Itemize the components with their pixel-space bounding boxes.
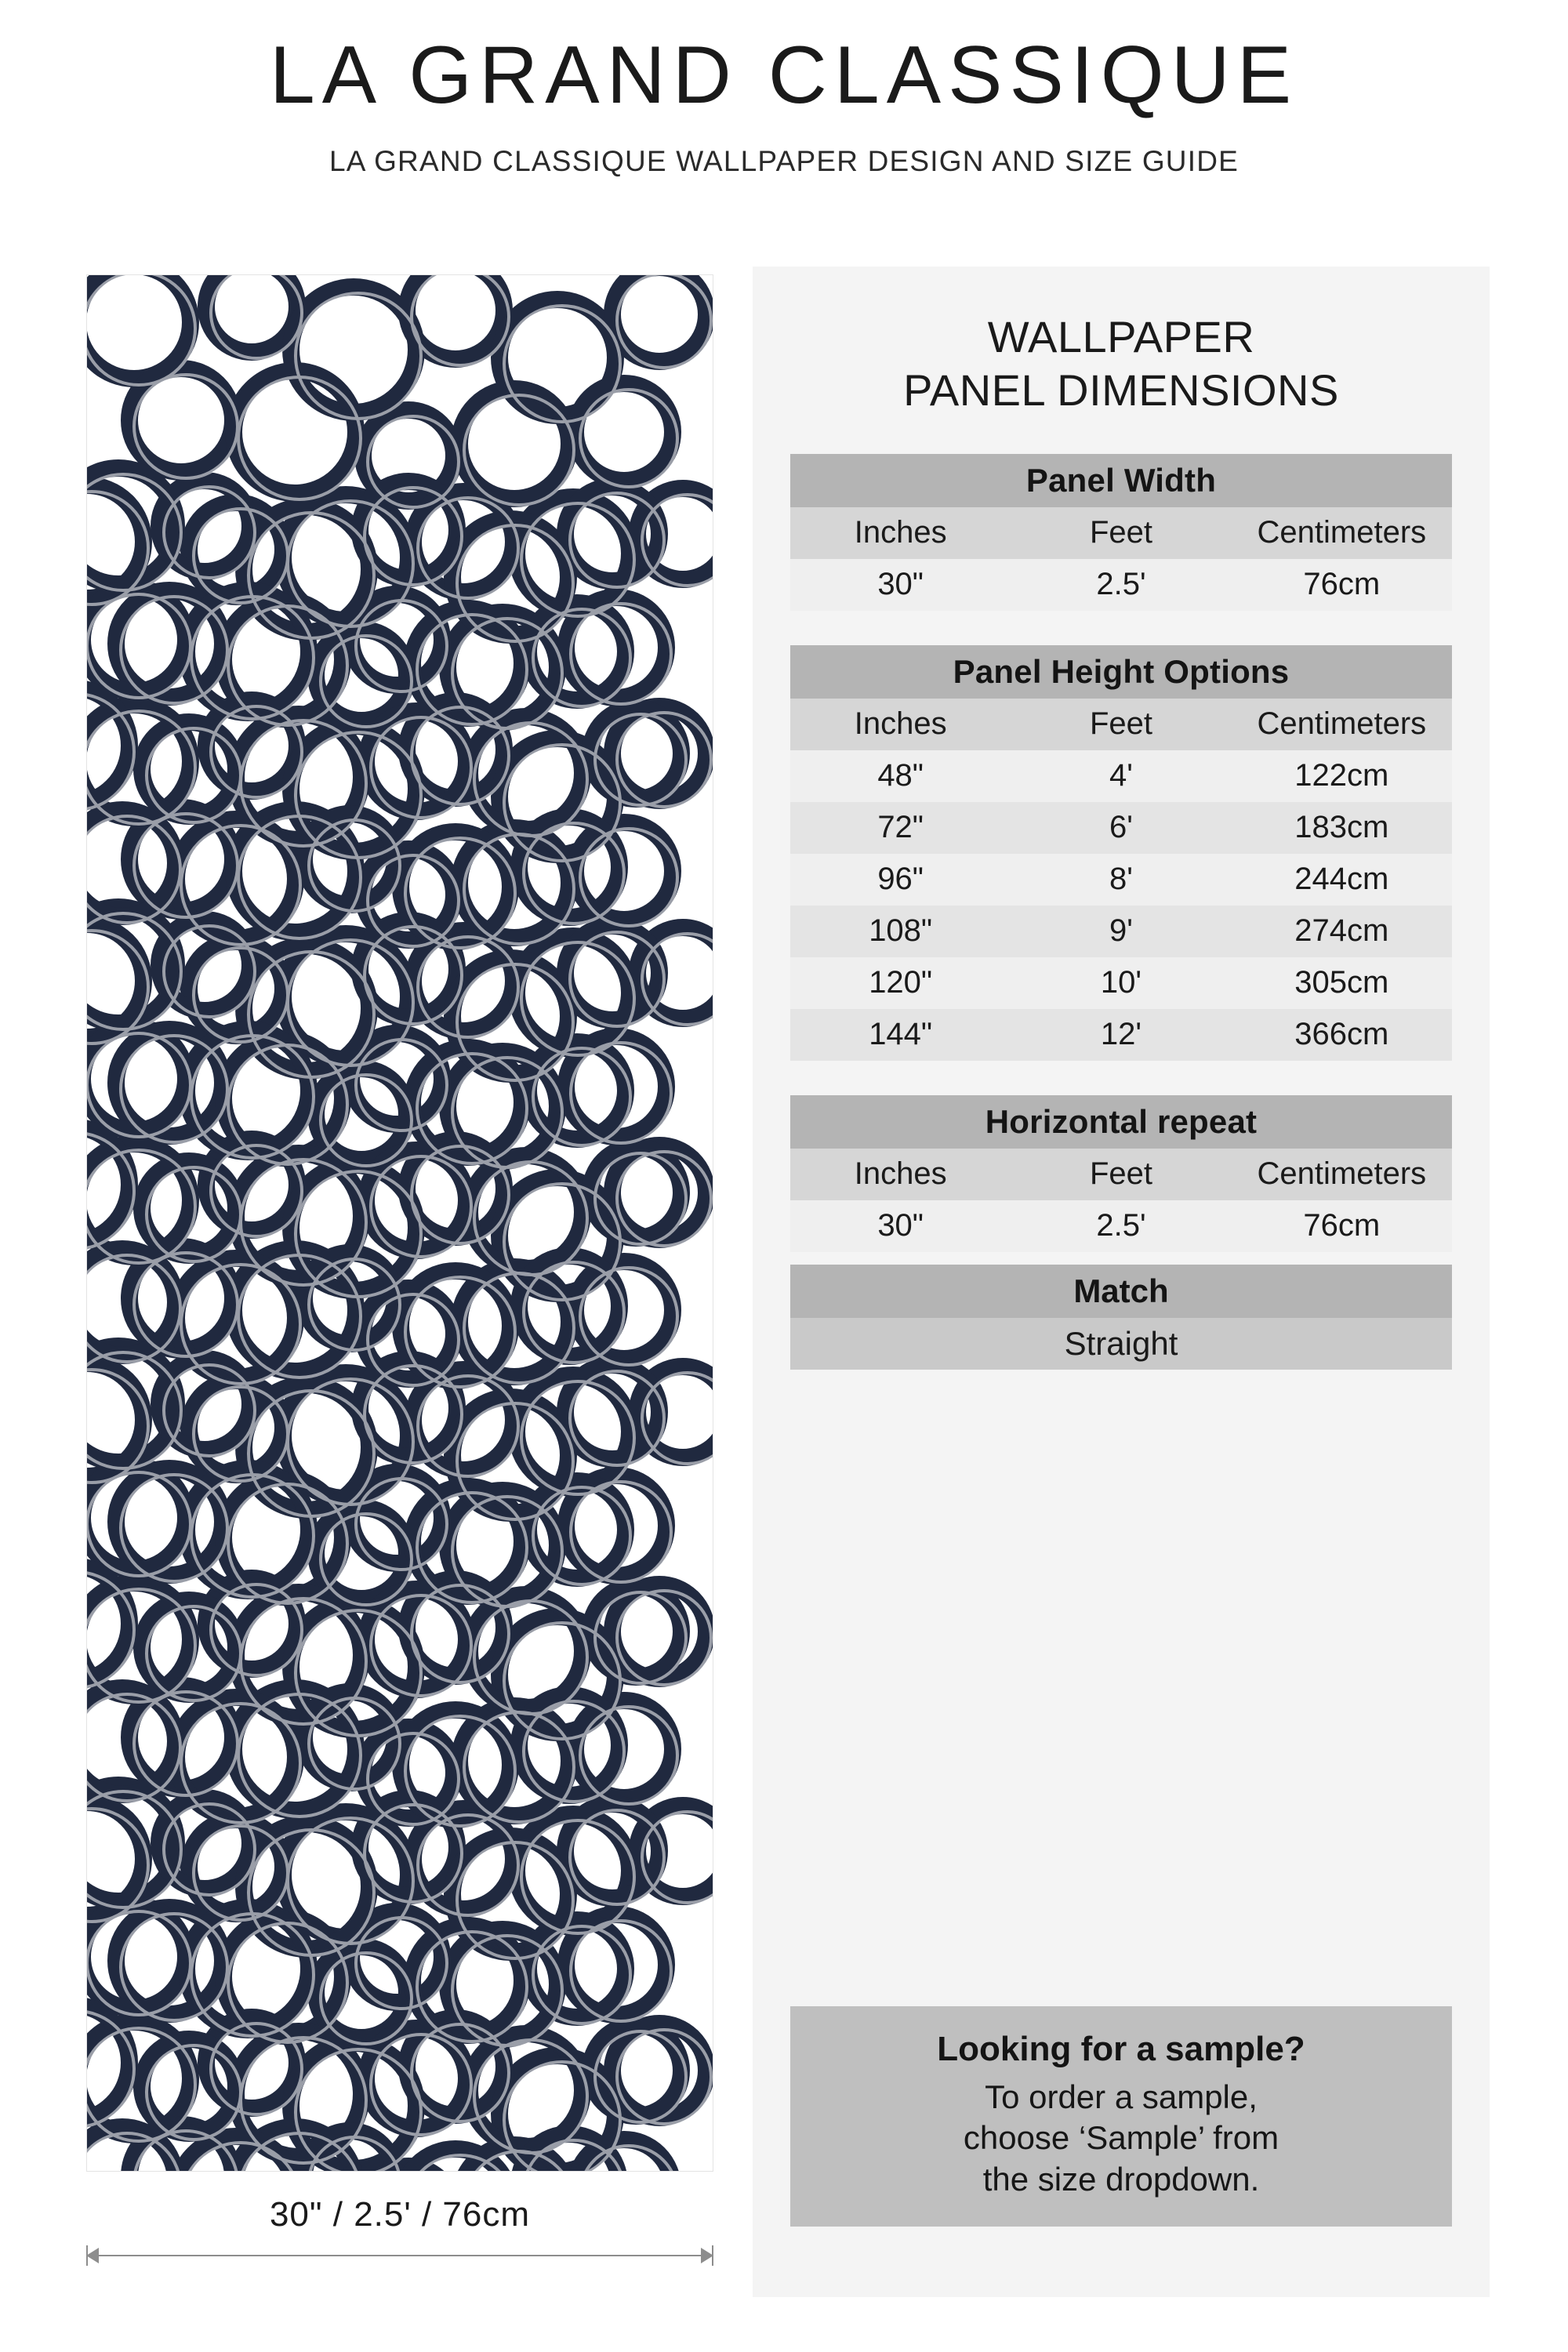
column-header-feet: Feet [1011, 1149, 1231, 1200]
table-row [790, 854, 1452, 906]
page-title: LA GRAND CLASSIQUE [269, 30, 1299, 121]
panel-width-measure-label: 30" / 2.5' / 76cm [269, 2195, 531, 2234]
column-header-centimeters: Centimeters [1232, 699, 1452, 750]
table-header-row [790, 1149, 1452, 1200]
cell-inches: 72" [790, 802, 1011, 854]
page-header [0, 0, 1568, 178]
panel-width-measure [86, 2195, 713, 2266]
column-header-centimeters: Centimeters [1232, 507, 1452, 559]
spec-panel [753, 267, 1490, 2297]
cell-inches: 144" [790, 1009, 1011, 1061]
cell-inches: 48" [790, 750, 1011, 802]
cell-inches: 120" [790, 957, 1011, 1009]
horizontal-repeat-band: Horizontal repeat [790, 1095, 1452, 1149]
sample-callout-line3: the size dropdown. [982, 2160, 1260, 2198]
column-header-inches: Inches [790, 1149, 1011, 1200]
spec-panel-title-line1: WALLPAPER [987, 312, 1255, 361]
cell-feet: 2.5' [1011, 1200, 1231, 1252]
table-header-row [790, 507, 1452, 559]
panel-height-band: Panel Height Options [790, 645, 1452, 699]
cell-centimeters: 274cm [1232, 906, 1452, 957]
spec-panel-title [790, 310, 1452, 418]
wallpaper-swatch-image [86, 274, 713, 2172]
content-area [0, 267, 1568, 2352]
spacer [790, 611, 1452, 645]
table-header-row [790, 699, 1452, 750]
table-row [790, 906, 1452, 957]
cell-centimeters: 366cm [1232, 1009, 1452, 1061]
table-band-row [790, 454, 1452, 507]
wallpaper-swatch-container [86, 274, 713, 2172]
spacer [790, 1061, 1452, 1095]
page-subtitle: LA GRAND CLASSIQUE WALLPAPER DESIGN AND SIZE GUIDE [328, 145, 1239, 178]
column-header-inches: Inches [790, 507, 1011, 559]
cell-feet: 4' [1011, 750, 1231, 802]
cell-inches: 30" [790, 559, 1011, 611]
sample-callout-line2: choose ‘Sample’ from [963, 2119, 1279, 2156]
cell-feet: 12' [1011, 1009, 1231, 1061]
table-row [790, 957, 1452, 1009]
table-row [790, 750, 1452, 802]
horizontal-repeat-table [790, 1095, 1452, 1252]
cell-feet: 9' [1011, 906, 1231, 957]
table-row [790, 1200, 1452, 1252]
column-header-feet: Feet [1011, 699, 1231, 750]
cell-centimeters: 305cm [1232, 957, 1452, 1009]
spec-panel-title-line2: PANEL DIMENSIONS [903, 365, 1339, 416]
table-row [790, 559, 1452, 611]
cell-inches: 30" [790, 1200, 1011, 1252]
cell-feet: 2.5' [1011, 559, 1231, 611]
cell-feet: 8' [1011, 854, 1231, 906]
sample-callout-line1: To order a sample, [985, 2078, 1258, 2115]
spacer [790, 1252, 1452, 1265]
match-band: Match [790, 1265, 1452, 1318]
column-header-feet: Feet [1011, 507, 1231, 559]
table-row [790, 1009, 1452, 1061]
sample-callout [790, 2006, 1452, 2227]
table-band-row [790, 645, 1452, 699]
cell-centimeters: 244cm [1232, 854, 1452, 906]
panel-width-band: Panel Width [790, 454, 1452, 507]
width-arrow-icon [86, 2245, 713, 2266]
panel-height-table [790, 645, 1452, 1061]
cell-centimeters: 76cm [1232, 559, 1452, 611]
cell-inches: 96" [790, 854, 1011, 906]
column-header-inches: Inches [790, 699, 1011, 750]
panel-width-table [790, 454, 1452, 611]
table-band-row [790, 1095, 1452, 1149]
match-value: Straight [790, 1318, 1452, 1370]
column-header-centimeters: Centimeters [1232, 1149, 1452, 1200]
sample-callout-title: Looking for a sample? [937, 2029, 1305, 2068]
cell-centimeters: 183cm [1232, 802, 1452, 854]
table-row [790, 802, 1452, 854]
cell-centimeters: 76cm [1232, 1200, 1452, 1252]
cell-feet: 10' [1011, 957, 1231, 1009]
cell-feet: 6' [1011, 802, 1231, 854]
cell-centimeters: 122cm [1232, 750, 1452, 802]
cell-inches: 108" [790, 906, 1011, 957]
